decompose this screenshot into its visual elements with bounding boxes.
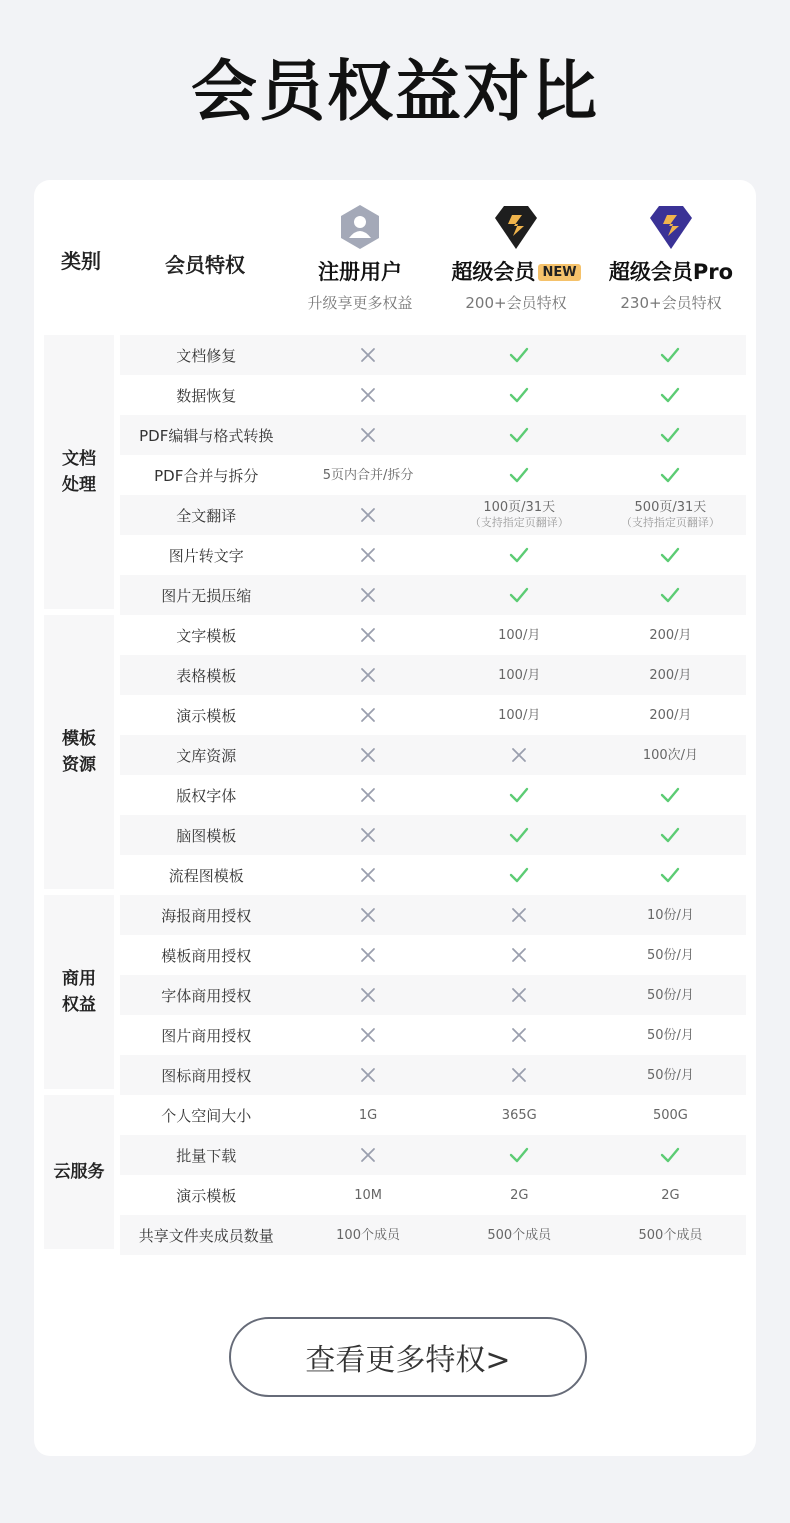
privilege-name: 版权字体 — [176, 786, 237, 805]
table-row — [120, 655, 746, 695]
privilege-name: 文库资源 — [176, 746, 237, 765]
cross-icon — [360, 907, 376, 923]
check-icon — [509, 867, 529, 883]
check-icon — [660, 787, 680, 803]
included-cell — [444, 347, 595, 363]
value-text: 100/月 — [498, 627, 541, 643]
table-row — [120, 335, 746, 375]
value-cell — [444, 668, 595, 683]
included-cell — [595, 587, 746, 603]
table-row — [120, 855, 746, 895]
value-cell — [595, 628, 746, 643]
table-row — [120, 735, 746, 775]
cross-icon — [511, 747, 527, 763]
value-cell — [444, 1108, 595, 1123]
value-text: 100次/月 — [642, 747, 699, 763]
privilege-name: 模板商用授权 — [161, 946, 252, 965]
check-icon — [660, 547, 680, 563]
not-included-cell — [444, 747, 595, 763]
value-cell — [444, 708, 595, 723]
table-row — [120, 1175, 746, 1215]
category-text: 云服务 — [53, 1162, 105, 1182]
cross-icon — [360, 707, 376, 723]
cross-icon — [511, 1027, 527, 1043]
check-icon — [660, 827, 680, 843]
privilege-name: 脑图模板 — [176, 826, 237, 845]
plan-subtitle: 200+会员特权 — [465, 294, 567, 312]
value-cell — [444, 1188, 595, 1203]
table-row — [120, 495, 746, 535]
check-icon — [509, 787, 529, 803]
privilege-name: 批量下载 — [176, 1146, 237, 1165]
value-cell — [292, 1188, 443, 1203]
cross-icon — [360, 387, 376, 403]
cross-icon — [511, 947, 527, 963]
table-row — [120, 535, 746, 575]
privilege-name: 文字模板 — [176, 626, 237, 645]
not-included-cell — [292, 387, 443, 403]
not-included-cell — [292, 667, 443, 683]
included-cell — [444, 827, 595, 843]
value-cell — [595, 1228, 746, 1243]
value-cell — [595, 908, 746, 923]
check-icon — [509, 387, 529, 403]
not-included-cell — [292, 947, 443, 963]
value-cell — [595, 1068, 746, 1083]
included-cell — [595, 827, 746, 843]
privilege-name: 字体商用授权 — [161, 986, 252, 1005]
not-included-cell — [292, 1067, 443, 1083]
check-icon — [509, 467, 529, 483]
not-included-cell — [292, 907, 443, 923]
privilege-name: 演示模板 — [176, 706, 237, 725]
not-included-cell — [292, 627, 443, 643]
category-text: 商用权益 — [62, 969, 96, 1015]
cross-icon — [360, 1147, 376, 1163]
value-text: 500个成员 — [638, 1227, 703, 1243]
value-cell — [595, 1188, 746, 1203]
check-icon — [509, 1147, 529, 1163]
value-text: 2G — [661, 1187, 680, 1203]
included-cell — [444, 1147, 595, 1163]
privilege-name: 个人空间大小 — [161, 1106, 252, 1125]
plan-registered — [280, 204, 440, 313]
value-cell — [595, 988, 746, 1003]
table-row — [120, 1215, 746, 1255]
category-text: 模板资源 — [62, 729, 96, 775]
value-text: 50份/月 — [646, 1067, 694, 1083]
value-text: 500页/31天 — [634, 500, 707, 515]
privilege-name: 文档修复 — [176, 346, 237, 365]
check-icon — [509, 547, 529, 563]
cross-icon — [360, 747, 376, 763]
value-cell — [292, 1108, 443, 1123]
privilege-name: 海报商用授权 — [161, 906, 252, 925]
category-label — [44, 1095, 114, 1249]
value-text: 200/月 — [649, 707, 692, 723]
check-icon — [509, 587, 529, 603]
check-icon — [509, 427, 529, 443]
not-included-cell — [444, 1027, 595, 1043]
privilege-name: 表格模板 — [176, 666, 237, 685]
category-header: 类别 — [61, 249, 101, 273]
privilege-header: 会员特权 — [165, 253, 245, 277]
value-cell — [444, 500, 595, 530]
page-title: 会员权益对比 — [191, 53, 599, 130]
check-icon — [660, 1147, 680, 1163]
not-included-cell — [444, 1067, 595, 1083]
value-note: （支持指定页翻译） — [469, 516, 569, 529]
table-row — [120, 1055, 746, 1095]
table-row — [120, 895, 746, 935]
value-text: 2G — [510, 1187, 529, 1203]
value-text: 5页内合并/拆分 — [322, 467, 414, 483]
privilege-name: 数据恢复 — [176, 386, 237, 405]
included-cell — [444, 587, 595, 603]
value-text: 200/月 — [649, 627, 692, 643]
included-cell — [444, 387, 595, 403]
value-cell — [595, 748, 746, 763]
table-row — [120, 375, 746, 415]
privilege-name: PDF合并与拆分 — [154, 466, 259, 485]
table-row — [120, 455, 746, 495]
check-icon — [660, 867, 680, 883]
not-included-cell — [292, 547, 443, 563]
cross-icon — [360, 507, 376, 523]
new-badge: NEW — [538, 264, 580, 281]
cross-icon — [360, 867, 376, 883]
privilege-name: 图片商用授权 — [161, 1026, 252, 1045]
included-cell — [595, 467, 746, 483]
value-text: 100个成员 — [336, 1227, 400, 1243]
privilege-name: 图片无损压缩 — [161, 586, 252, 605]
check-icon — [660, 467, 680, 483]
included-cell — [595, 787, 746, 803]
value-text: 500G — [652, 1107, 688, 1123]
not-included-cell — [444, 987, 595, 1003]
more-privileges-button[interactable]: 查看更多特权> — [229, 1317, 587, 1397]
included-cell — [595, 387, 746, 403]
check-icon — [509, 347, 529, 363]
privilege-name: 共享文件夹成员数量 — [138, 1226, 274, 1245]
plan-name-row — [436, 256, 596, 286]
table-row — [120, 775, 746, 815]
cross-icon — [360, 987, 376, 1003]
table-row — [120, 695, 746, 735]
check-icon — [660, 427, 680, 443]
cross-icon — [511, 907, 527, 923]
included-cell — [444, 547, 595, 563]
check-icon — [660, 387, 680, 403]
value-cell — [595, 1108, 746, 1123]
value-text: 365G — [501, 1107, 537, 1123]
cross-icon — [360, 1067, 376, 1083]
table-row — [120, 1015, 746, 1055]
table-row — [120, 1135, 746, 1175]
table-row — [120, 615, 746, 655]
check-icon — [509, 827, 529, 843]
value-note: （支持指定页翻译） — [620, 516, 720, 529]
not-included-cell — [292, 427, 443, 443]
not-included-cell — [292, 1027, 443, 1043]
super-member-pro-s-icon — [649, 204, 693, 250]
value-text: 200/月 — [649, 667, 692, 683]
included-cell — [444, 867, 595, 883]
included-cell — [595, 347, 746, 363]
table-row — [120, 975, 746, 1015]
cross-icon — [511, 987, 527, 1003]
not-included-cell — [292, 867, 443, 883]
value-cell — [595, 708, 746, 723]
cross-icon — [360, 667, 376, 683]
cross-icon — [511, 1067, 527, 1083]
not-included-cell — [292, 1147, 443, 1163]
category-label — [44, 615, 114, 889]
table-row — [120, 815, 746, 855]
value-cell — [444, 628, 595, 643]
cross-icon — [360, 627, 376, 643]
plan-super — [436, 204, 596, 313]
table-row — [120, 575, 746, 615]
cross-icon — [360, 547, 376, 563]
not-included-cell — [292, 787, 443, 803]
privilege-name: PDF编辑与格式转换 — [139, 426, 274, 445]
privilege-name: 演示模板 — [176, 1186, 237, 1205]
not-included-cell — [292, 507, 443, 523]
value-cell — [595, 500, 746, 530]
cross-icon — [360, 947, 376, 963]
value-cell — [292, 1228, 443, 1243]
value-text: 100/月 — [498, 667, 541, 683]
cross-icon — [360, 587, 376, 603]
privilege-name: 全文翻译 — [176, 506, 237, 525]
category-label — [44, 895, 114, 1089]
value-text: 50份/月 — [646, 1027, 694, 1043]
plan-name: 超级会员Pro — [608, 260, 734, 284]
value-cell — [595, 668, 746, 683]
not-included-cell — [292, 347, 443, 363]
value-text: 100页/31天 — [483, 500, 556, 515]
value-cell — [595, 948, 746, 963]
included-cell — [444, 427, 595, 443]
table-row — [120, 415, 746, 455]
not-included-cell — [292, 747, 443, 763]
plan-subtitle: 230+会员特权 — [620, 294, 722, 312]
cross-icon — [360, 1027, 376, 1043]
not-included-cell — [444, 907, 595, 923]
table-row — [120, 935, 746, 975]
cross-icon — [360, 347, 376, 363]
plan-name: 注册用户 — [318, 260, 402, 284]
super-member-s-icon — [494, 204, 538, 250]
included-cell — [444, 787, 595, 803]
included-cell — [595, 1147, 746, 1163]
included-cell — [595, 867, 746, 883]
value-text: 50份/月 — [646, 947, 694, 963]
plan-super-pro — [591, 204, 751, 313]
cross-icon — [360, 827, 376, 843]
not-included-cell — [292, 587, 443, 603]
value-text: 10M — [354, 1187, 382, 1203]
value-cell — [444, 1228, 595, 1243]
included-cell — [595, 427, 746, 443]
value-text: 1G — [358, 1107, 378, 1123]
cross-icon — [360, 787, 376, 803]
privilege-name: 流程图模板 — [168, 866, 244, 885]
privilege-name: 图片转文字 — [168, 546, 244, 565]
not-included-cell — [292, 707, 443, 723]
not-included-cell — [444, 947, 595, 963]
value-text: 100/月 — [498, 707, 541, 723]
not-included-cell — [292, 827, 443, 843]
table-row — [120, 1095, 746, 1135]
value-text: 50份/月 — [646, 987, 694, 1003]
comparison-card — [34, 180, 756, 1456]
check-icon — [660, 587, 680, 603]
value-text: 10份/月 — [646, 907, 694, 923]
not-included-cell — [292, 987, 443, 1003]
value-text: 500个成员 — [487, 1227, 552, 1243]
cross-icon — [360, 427, 376, 443]
value-cell — [292, 468, 443, 483]
plan-name: 超级会员 — [451, 260, 536, 284]
category-label — [44, 335, 114, 609]
category-text: 文档处理 — [62, 449, 96, 495]
check-icon — [660, 347, 680, 363]
plan-subtitle: 升级享更多权益 — [307, 294, 413, 312]
privilege-name: 图标商用授权 — [161, 1066, 252, 1085]
included-cell — [595, 547, 746, 563]
included-cell — [444, 467, 595, 483]
user-shield-icon — [338, 204, 382, 250]
value-cell — [595, 1028, 746, 1043]
